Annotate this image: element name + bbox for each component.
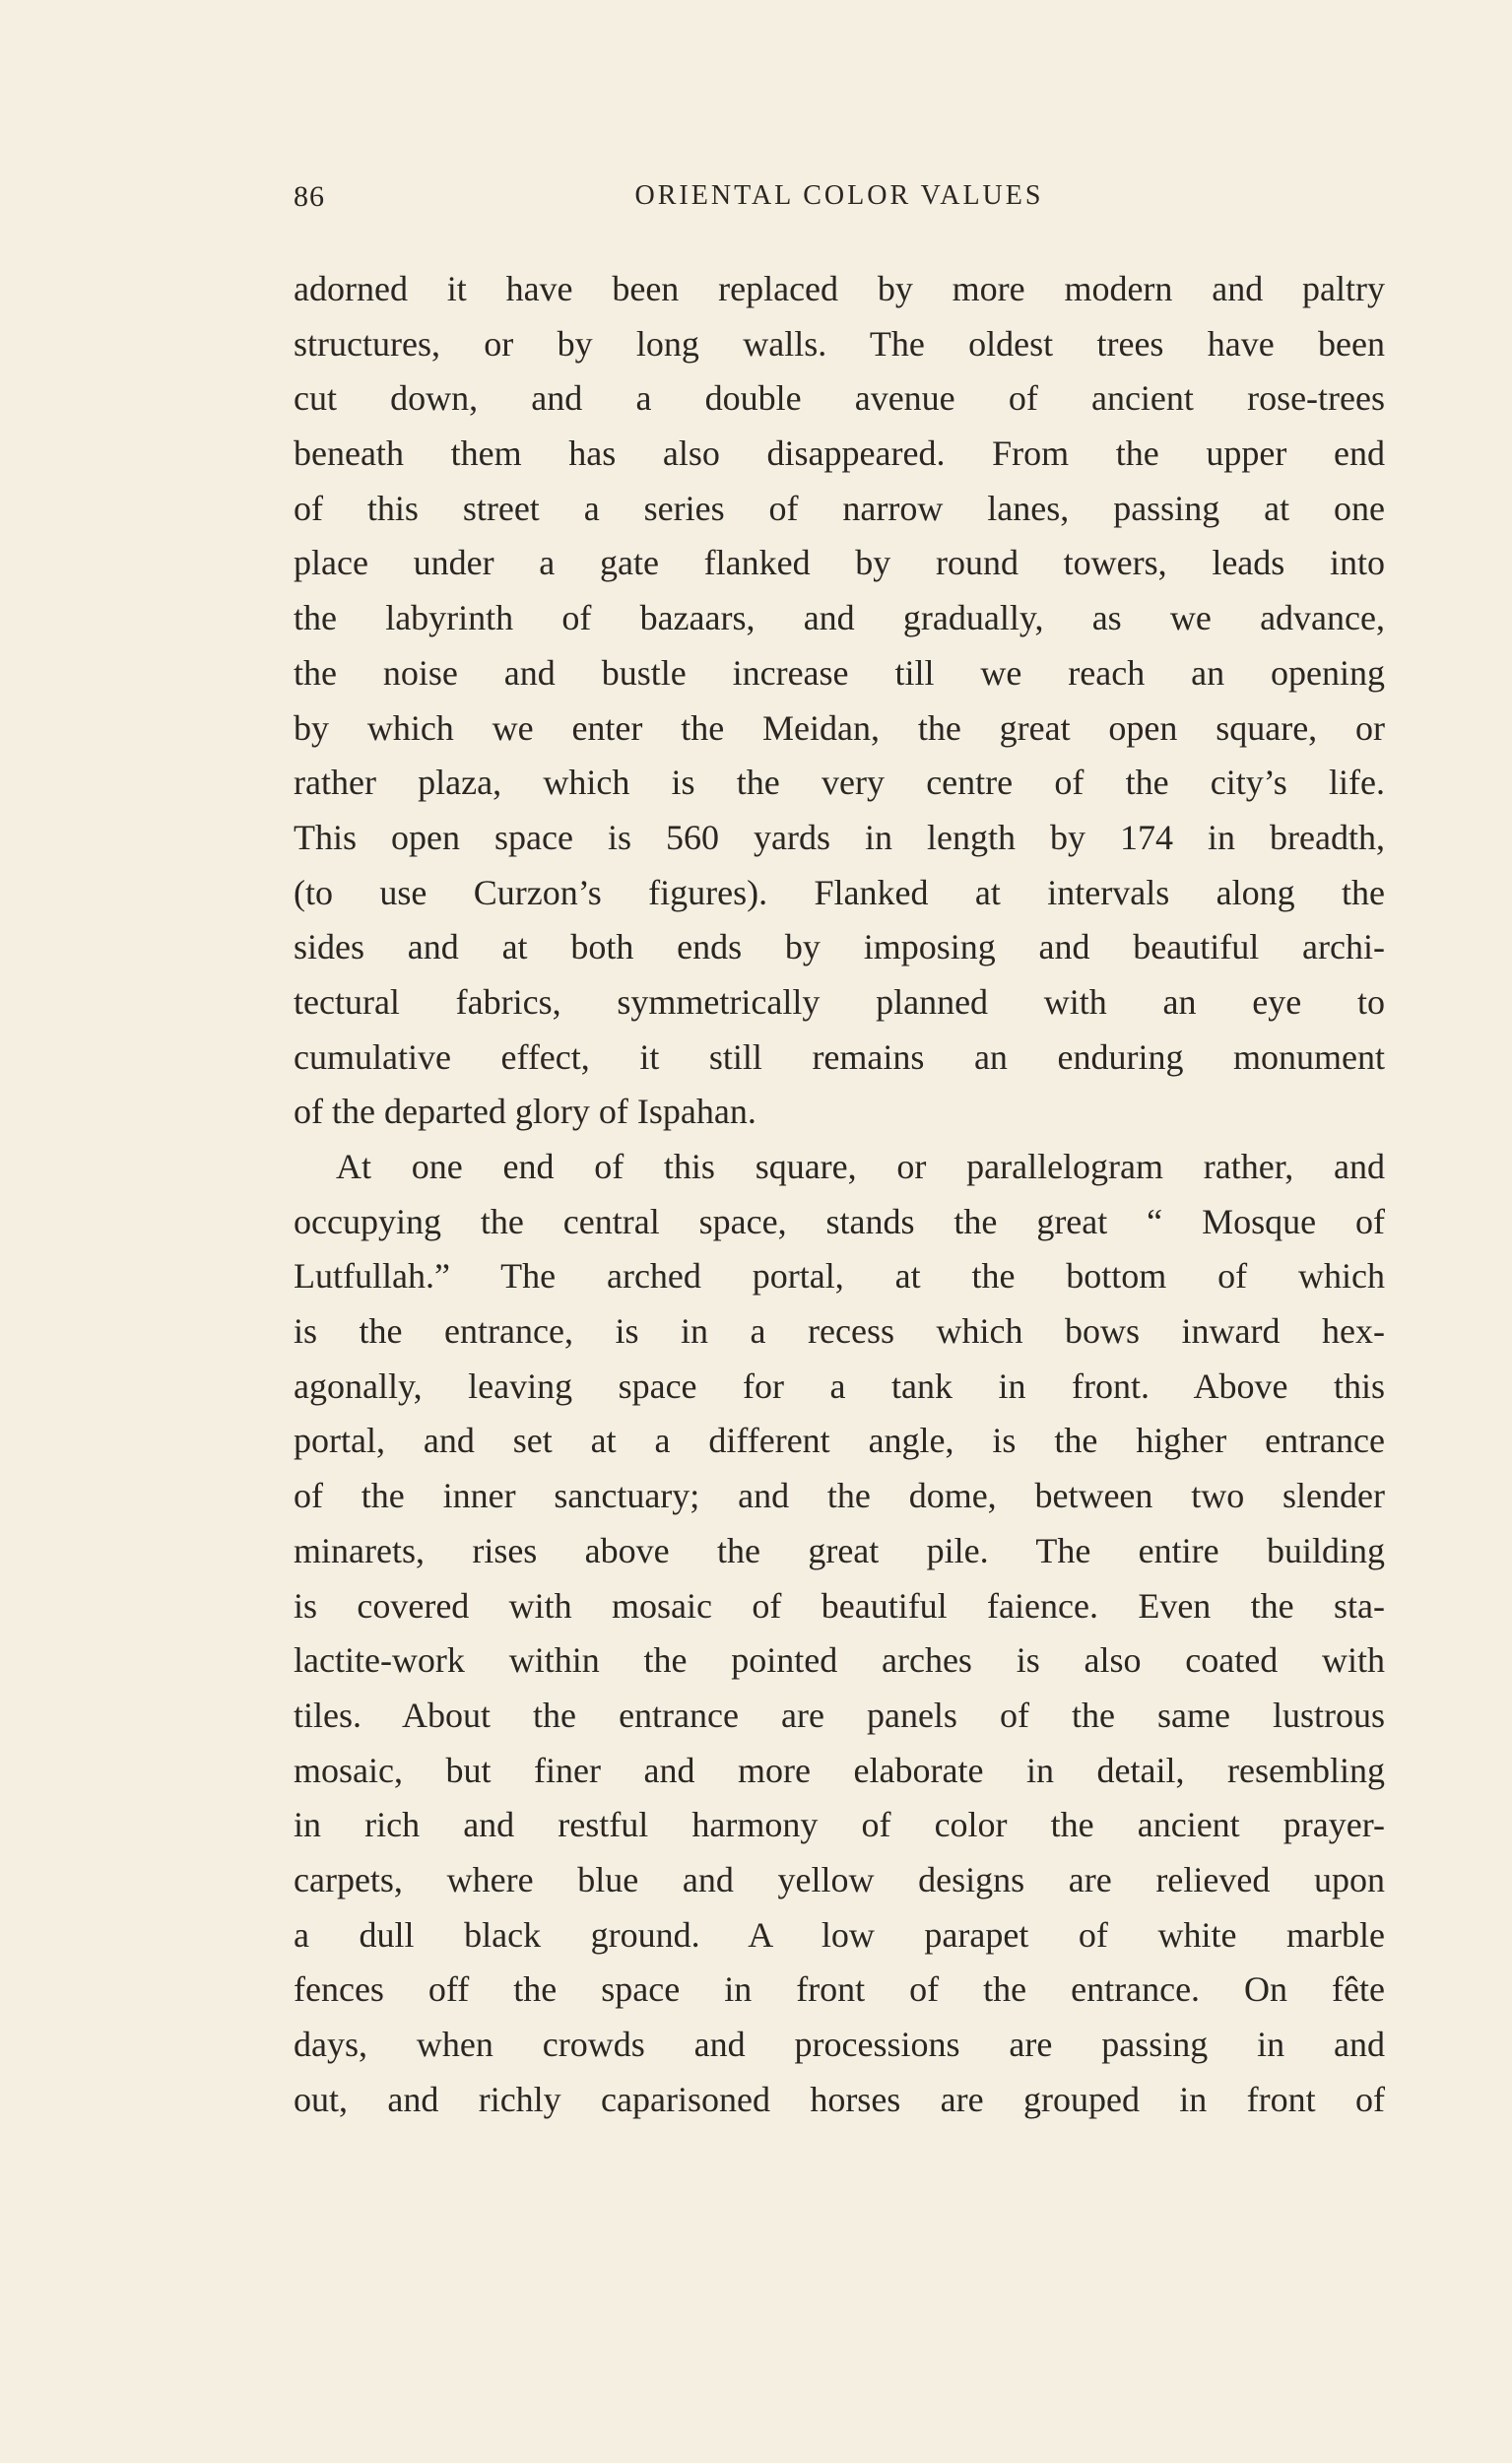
text-line: beneath them has also disappeared. From the upper end bbox=[294, 433, 1385, 474]
text-line: in rich and restful harmony of color the ancient prayer- bbox=[294, 1805, 1385, 1845]
text-line: adorned it have been replaced by more modern and paltry bbox=[294, 269, 1385, 308]
text-line: place under a gate flanked by round towers, leads into bbox=[294, 543, 1385, 583]
text-line: structures, or by long walls. The oldest trees have been bbox=[294, 323, 1385, 364]
text-line: carpets, where blue and yellow designs are relieved upon bbox=[294, 1859, 1385, 1899]
body-text bbox=[294, 262, 1385, 2127]
text-line: is covered with mosaic of beautiful faience. Even the sta- bbox=[294, 1585, 1385, 1626]
text-line: of this street a series of narrow lanes, passing at one bbox=[294, 488, 1385, 528]
text-line: (to use Curzon’s figures). Flanked at intervals along the bbox=[294, 872, 1385, 912]
text-line: by which we enter the Meidan, the great open square, or bbox=[294, 707, 1385, 748]
text-line: the noise and bustle increase till we reach an opening bbox=[294, 652, 1385, 693]
text-line: sides and at both ends by imposing and beautiful archi- bbox=[294, 927, 1385, 967]
text-line: cut down, and a double avenue of ancient rose-trees bbox=[294, 378, 1385, 419]
text-line: of the inner sanctuary; and the dome, between two slender bbox=[294, 1476, 1385, 1516]
text-line: portal, and set at a different angle, is the higher entrance bbox=[294, 1421, 1385, 1461]
text-line-paragraph-start: At one end of this square, or parallelogram rather, and bbox=[336, 1147, 1385, 1186]
text-line: is the entrance, is in a recess which bows inward hex- bbox=[294, 1311, 1385, 1352]
page-header bbox=[294, 180, 1385, 224]
text-line: Lutfullah.” The arched portal, at the bottom of which bbox=[294, 1256, 1385, 1297]
text-line: This open space is 560 yards in length by 174 in breadth, bbox=[294, 817, 1385, 857]
text-line: days, when crowds and processions are passing in and bbox=[294, 2025, 1385, 2064]
running-title: ORIENTAL COLOR VALUES bbox=[634, 180, 1044, 211]
text-line: tiles. About the entrance are panels of the same lustrous bbox=[294, 1695, 1385, 1735]
text-line: mosaic, but finer and more elaborate in detail, resembling bbox=[294, 1750, 1385, 1790]
text-line: the labyrinth of bazaars, and gradually, as we advance, bbox=[294, 598, 1385, 638]
text-line: agonally, leaving space for a tank in front. Above this bbox=[294, 1365, 1385, 1406]
text-line: out, and richly caparisoned horses are grouped in front of bbox=[294, 2079, 1385, 2119]
page-number: 86 bbox=[294, 180, 325, 213]
text-line: lactite-work within the pointed arches is also coated with bbox=[294, 1640, 1385, 1681]
text-line: cumulative effect, it still remains an enduring monument bbox=[294, 1036, 1385, 1077]
text-line: fences off the space in front of the entrance. On fête bbox=[294, 1969, 1385, 2010]
text-line: occupying the central space, stands the great “ Mosque of bbox=[294, 1201, 1385, 1241]
text-line: minarets, rises above the great pile. The entire building bbox=[294, 1530, 1385, 1570]
text-line: rather plaza, which is the very centre of the city’s life. bbox=[294, 763, 1385, 803]
text-line: tectural fabrics, symmetrically planned with an eye to bbox=[294, 981, 1385, 1022]
text-line: a dull black ground. A low parapet of white marble bbox=[294, 1914, 1385, 1955]
text-line-paragraph-end: of the departed glory of Ispahan. bbox=[294, 1092, 756, 1132]
